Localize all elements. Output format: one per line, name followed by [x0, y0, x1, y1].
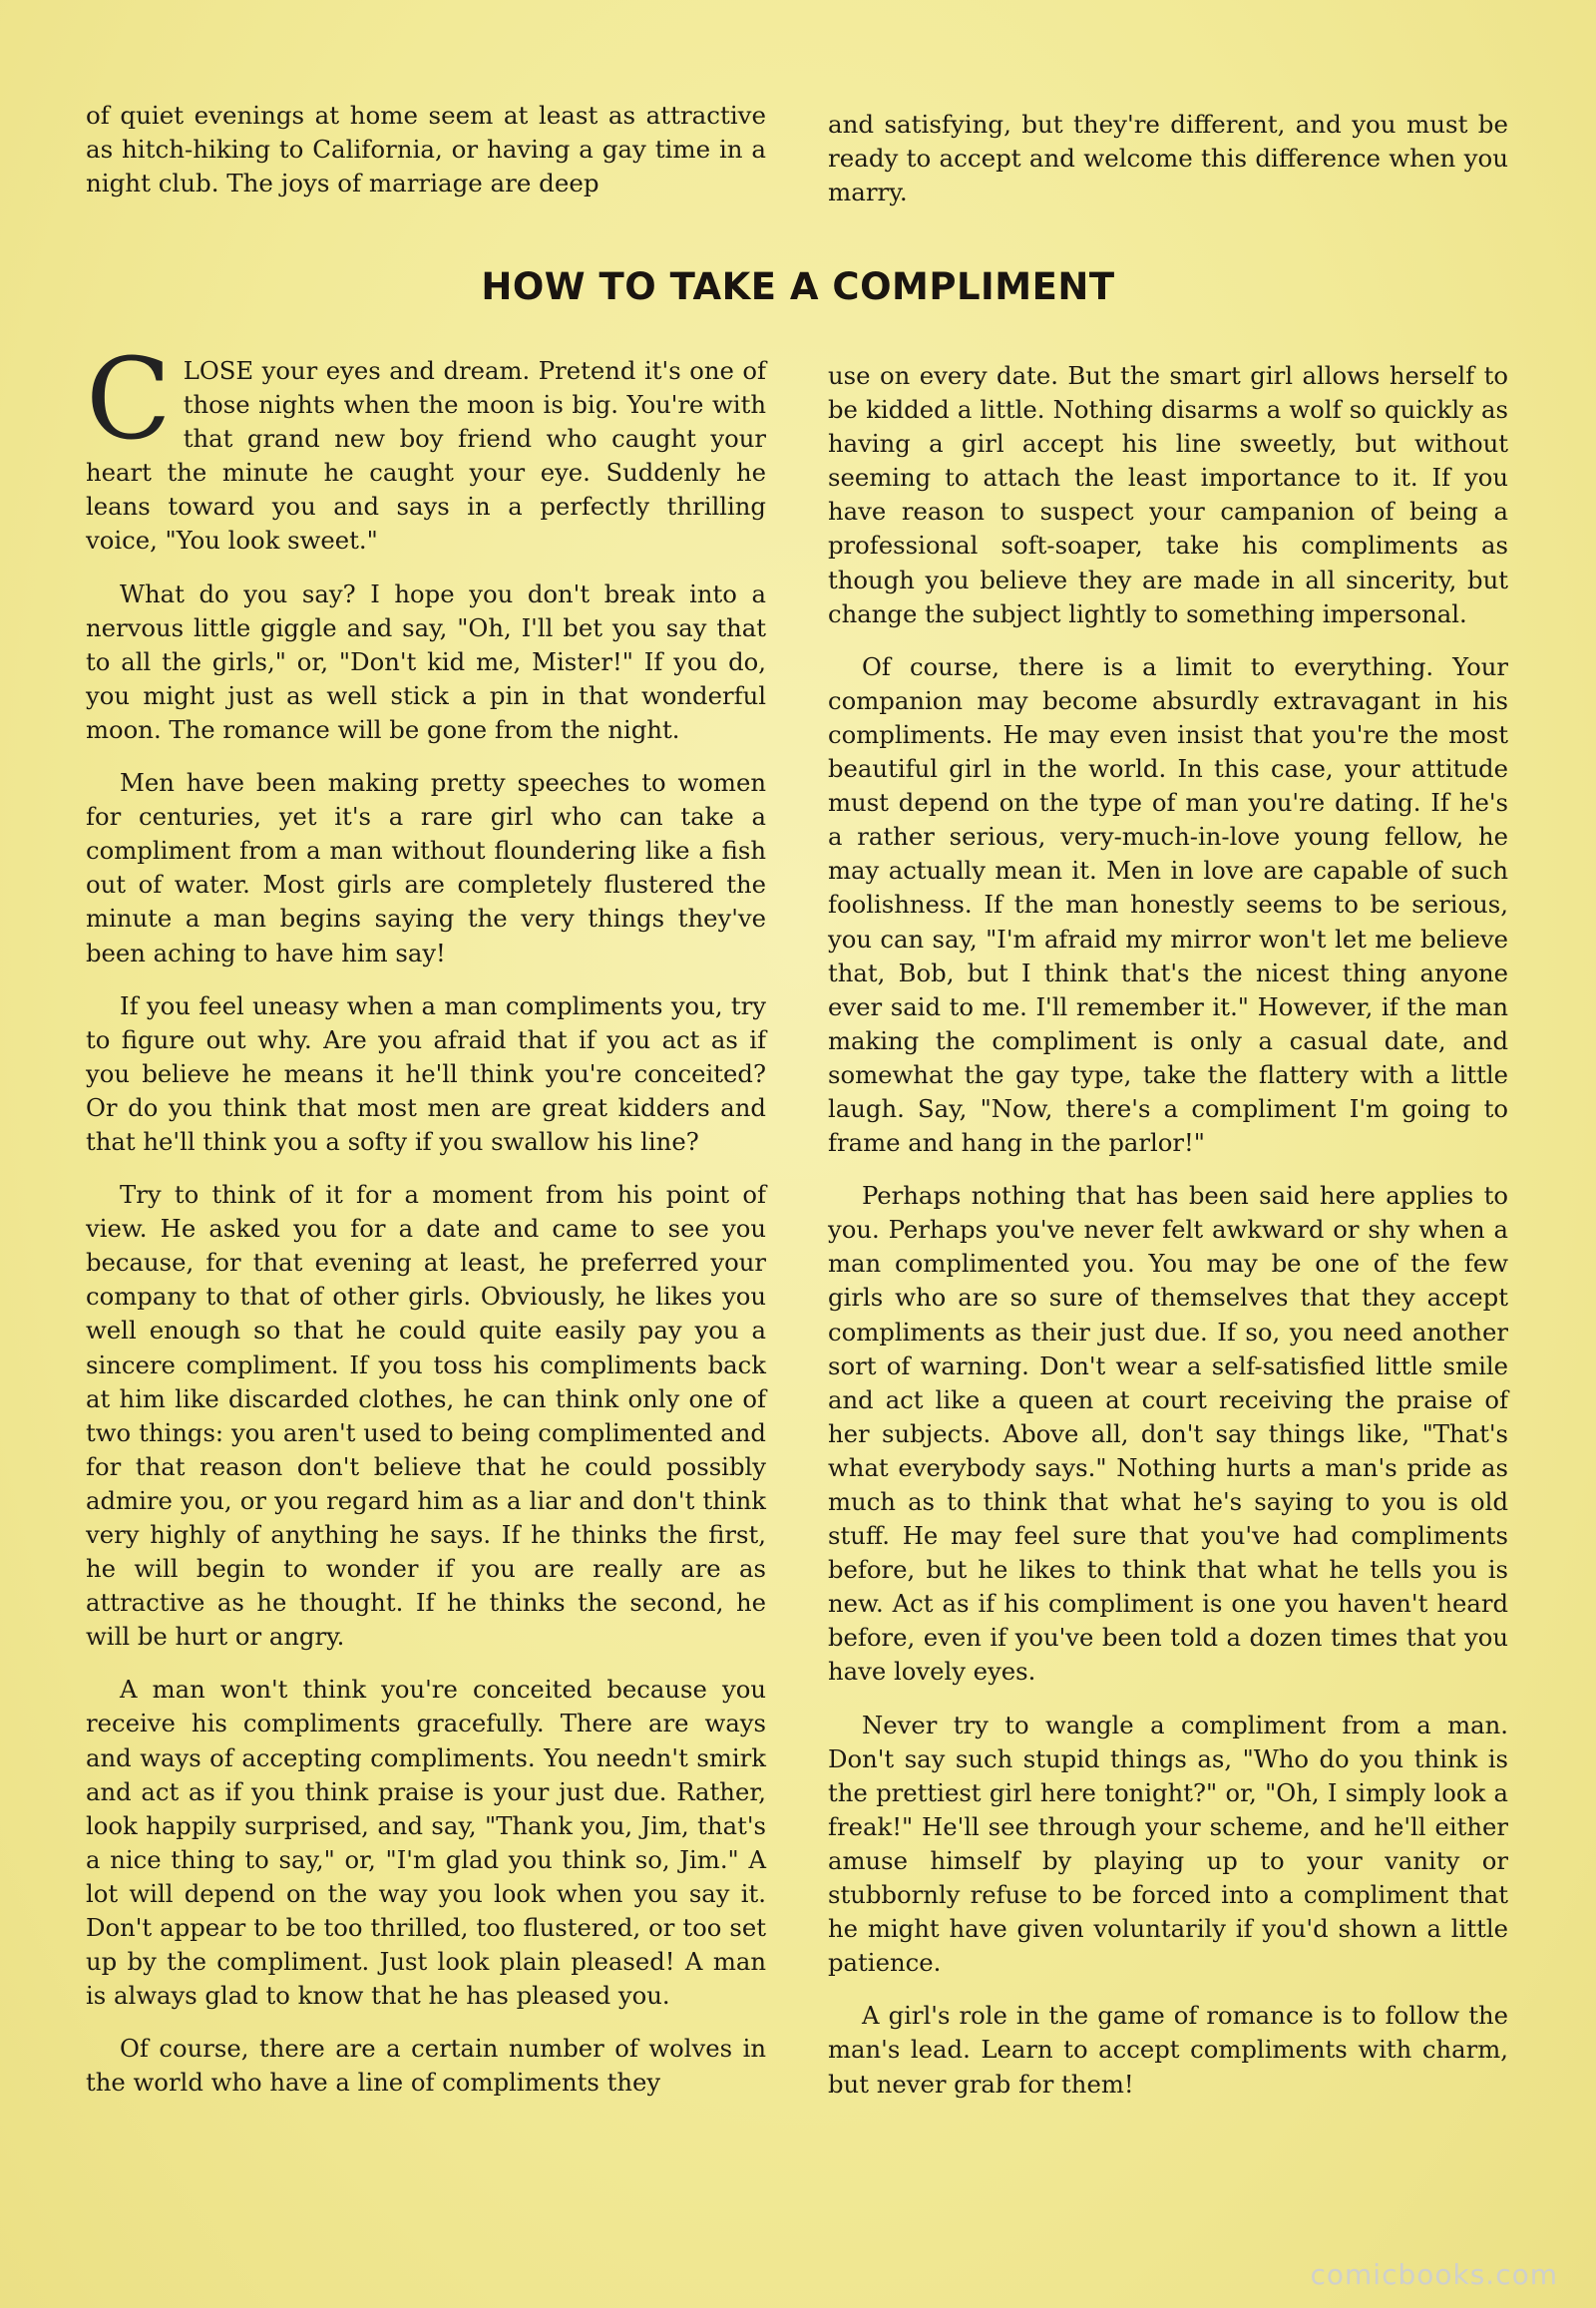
article-paragraph-4: If you feel uneasy when a man compliments you, try to figure out why. Are you afraid that if you act as if you believe he means it he'll think you're conceited? Or do you think that most men are great kidders and that he'll think you a softy if you swallow his line? — [86, 990, 766, 1156]
intro-paragraph-left: of quiet evenings at home seem at least as attractive as hitch-hiking to California, or having a gay time in a night club. The joys of marriage are deep — [86, 101, 766, 197]
article-paragraph-8: use on every date. But the smart girl allows herself to be kidded a little. Nothing disarms a wolf so quickly as having a girl accept his line sweetly, but without seeming to attach the least importance to it. If you have reason to suspect your campanion of being a professional soft-soaper, take his compliments as though you believe they are made in all sincerity, but change the subject lightly to something impersonal. — [828, 361, 1508, 628]
article-paragraph-5: Try to think of it for a moment from his point of view. He asked you for a date and came to see you because, for that evening at least, he preferred your company to that of other girls. Obviously, he likes you well enough so that he could quite easily pay you a sincere compliment. If you toss his compliments back at him like discarded clothes, he can think only one of two things: you aren't used to being complimented and for that reason don't believe that he could possibly admire you, or you regard him as a liar and don't think very highly of anything he says. If he thinks the first, he will begin to wonder if you are really are as attractive as he thought. If he thinks the second, he will be hurt or angry. — [86, 1180, 766, 1652]
article-paragraph-9: Of course, there is a limit to everything. Your companion may become absurdly extravagant in his compliments. He may even insist that you're the most beautiful girl in the world. In this case, your attitude must depend on the type of man you're dating. If he's a rather serious, very-much-in-love young fellow, he may actually mean it. Men in love are capable of such foolishness. If the man honestly seems to be serious, you can say, "I'm afraid my mirror won't let me believe that, Bob, but I think that's the nicest thing anyone ever said to me. I'll remember it." However, if the man making the compliment is only a casual date, and somewhat the gay type, take the flattery with a little laugh. Say, "Now, there's a compliment I'm going to frame and hang in the parlor!" — [828, 651, 1508, 1158]
watermark: comicbooks.com — [1310, 2258, 1558, 2291]
intro-column-right — [828, 108, 1508, 209]
article-column-right — [828, 359, 1508, 2120]
drop-cap: C — [86, 335, 172, 465]
article-paragraph-2: What do you say? I hope you don't break into a nervous little giggle and say, "Oh, I'll bet you say that to all the girls," or, "Don't kid me, Mister!" If you do, you might just as well stick a pin in that wonderful moon. The romance will be gone from the night. — [86, 578, 766, 744]
article-paragraph-7: Of course, there are a certain number of wolves in the world who have a line of compliments they — [86, 2034, 766, 2098]
article-paragraph-3: Men have been making pretty speeches to women for centuries, yet it's a rare girl who can take a compliment from a man without floundering like a fish out of water. Most girls are completely flustered the minute a man begins saying the very things they've been aching to have him say! — [86, 768, 766, 967]
intro-paragraph-right: and satisfying, but they're different, and you must be ready to accept and welcome this difference when you marry. — [828, 110, 1508, 206]
article-paragraph-1 — [86, 335, 766, 559]
article-paragraph-6: A man won't think you're conceited because you receive his compliments gracefully. There are ways and ways of accepting compliments. You needn't smirk and act as if you think praise is your just due. Rather, look happily surprised, and say, "Thank you, Jim, that's a nice thing to say," or, "I'm glad you think so, Jim." A lot will depend on the way you look when you say it. Don't appear to be too thrilled, too flustered, or too set up by the compliment. Just look plain pleased! A man is always glad to know that he has pleased you. — [86, 1675, 766, 2011]
article-title: HOW TO TAKE A COMPLIMENT — [481, 265, 1115, 308]
article-paragraph-11: Never try to wangle a compliment from a man. Don't say such stupid things as, "Who do you think is the prettiest girl here tonight?" or, "Oh, I simply look a freak!" He'll see through your scheme, and he'll either amuse himself by playing up to your vanity or stubbornly refuse to be forced into a compliment that he might have given voluntarily if you'd shown a little patience. — [828, 1710, 1508, 1978]
intro-column-left — [86, 99, 766, 200]
article-paragraph-12: A girl's role in the game of romance is to follow the man's lead. Learn to accept compliments with charm, but never grab for them! — [828, 2001, 1508, 2099]
article-paragraph-1-text: LOSE your eyes and dream. Pretend it's one of those nights when the moon is big. You're with that grand new boy friend who caught your heart the minute he caught your eye. Suddenly he leans toward you and says in a perfectly thrilling voice, "You look sweet." — [86, 356, 766, 556]
article-column-left — [86, 335, 766, 2119]
article-paragraph-10: Perhaps nothing that has been said here applies to you. Perhaps you've never felt awkward or shy when a man complimented you. You may be one of the few girls who are so sure of themselves that they accept compliments as their just due. If so, you need another sort of warning. Don't wear a self-satisfied little smile and act like a queen at court receiving the praise of her subjects. Above all, don't say things like, "That's what everybody says." Nothing hurts a man's pride as much as to think that what he's saying to you is old stuff. He may feel sure that you've had compliments before, but he likes to think that what he tells you is new. Act as if his compliment is one you haven't heard before, even if you've been told a dozen times that you have lovely eyes. — [828, 1181, 1508, 1687]
